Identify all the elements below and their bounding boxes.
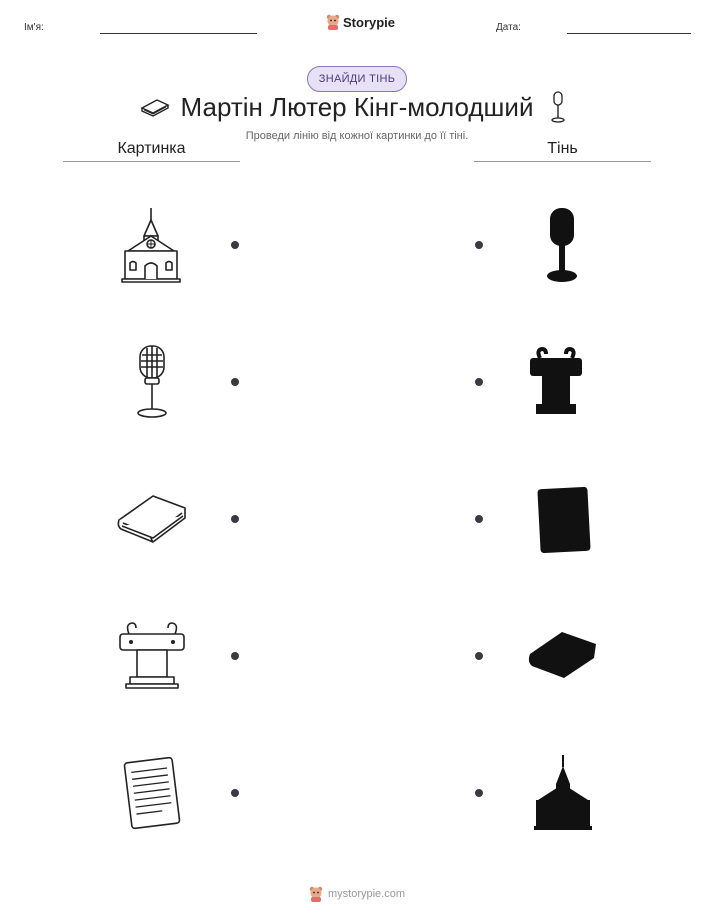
church-icon[interactable] [118, 206, 184, 284]
microphone-icon[interactable] [133, 343, 171, 421]
picture-dot-3[interactable] [231, 515, 239, 523]
bear-logo-icon [326, 14, 340, 30]
name-label: Ім'я: [24, 22, 44, 33]
church-shadow[interactable] [532, 754, 594, 832]
podium-icon[interactable] [117, 620, 187, 690]
footer [0, 886, 714, 902]
instructions: Проведи лінію від кожної картинки до її тіні. [245, 130, 469, 142]
picture-dot-2[interactable] [231, 378, 239, 386]
microphone-decoration-icon [549, 90, 567, 124]
shadow-dot-4[interactable] [475, 652, 483, 660]
column-underline-right [474, 161, 651, 162]
footer-url[interactable]: mystorypie.com [327, 888, 406, 900]
podium-shadow[interactable] [528, 346, 584, 416]
microphone-shadow[interactable] [543, 206, 581, 284]
date-line[interactable] [567, 33, 691, 34]
name-line[interactable] [100, 33, 257, 34]
page-title: Мартін Лютер Кінг-молодший [180, 92, 534, 122]
bear-logo-icon [309, 886, 323, 902]
brand-logo [326, 14, 395, 30]
book-icon[interactable] [115, 492, 189, 544]
column-header-shadow: Тінь [547, 140, 578, 157]
brand-name: Storypie [343, 14, 396, 30]
picture-dot-1[interactable] [231, 241, 239, 249]
shadow-dot-5[interactable] [475, 789, 483, 797]
shadow-dot-3[interactable] [475, 515, 483, 523]
shadow-dot-2[interactable] [475, 378, 483, 386]
picture-dot-4[interactable] [231, 652, 239, 660]
shadow-dot-1[interactable] [475, 241, 483, 249]
book-shadow[interactable] [526, 628, 598, 680]
date-label: Дата: [496, 22, 521, 33]
paper-shadow[interactable] [535, 486, 591, 554]
worksheet-type-badge: ЗНАЙДИ ТІНЬ [307, 66, 407, 92]
column-underline-left [63, 161, 240, 162]
picture-dot-5[interactable] [231, 789, 239, 797]
column-header-picture: Картинка [117, 140, 186, 157]
paper-icon[interactable] [120, 756, 184, 830]
